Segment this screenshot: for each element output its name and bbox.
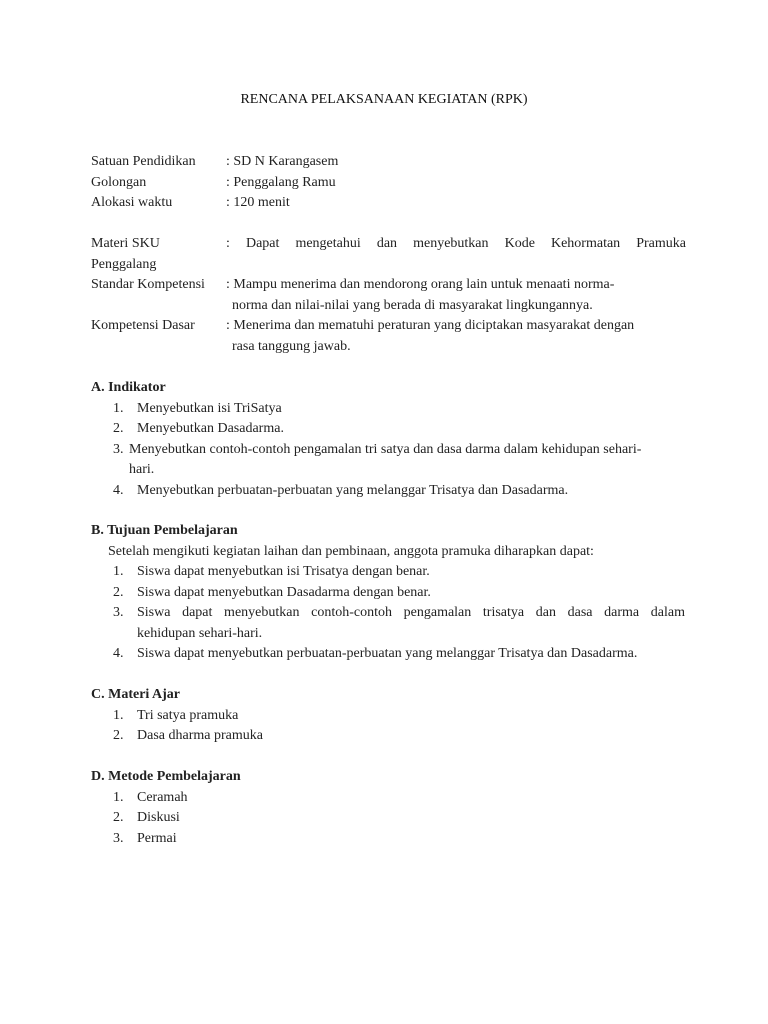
list-item: Dasa dharma pramuka [137, 728, 263, 743]
list-item: Siswa dapat menyebutkan Dasadarma dengan benar. [137, 585, 431, 600]
list-item: Siswa dapat menyebutkan contoh-contoh pengamalan trisatya dan dasa darma dalam [137, 605, 685, 620]
kompetensi-dasar-line2: rasa tanggung jawab. [232, 339, 351, 354]
list-number: 2. [113, 810, 124, 825]
list-number: 1. [113, 708, 124, 723]
section-c-heading: C. Materi Ajar [91, 687, 181, 702]
list-item: Menyebutkan perbuatan-perbuatan yang melanggar Trisatya dan Dasadarma. [137, 483, 569, 498]
list-number: 2. [113, 421, 124, 436]
list-number: 3. [113, 605, 124, 620]
list-item: Permai [137, 831, 177, 846]
kompetensi-dasar-line1: : Menerima dan mematuhi peraturan yang diciptakan masyarakat dengan [226, 318, 635, 333]
list-number: 2. [113, 585, 124, 600]
golongan-value: : Penggalang Ramu [226, 175, 336, 190]
alokasi-waktu-label: Alokasi waktu [91, 195, 173, 210]
list-number: 4. [113, 483, 124, 498]
materi-sku-line2: Penggalang [91, 257, 157, 272]
materi-sku-label: Materi SKU [91, 236, 160, 251]
list-number: 4. [113, 646, 124, 661]
list-number: 3. [113, 442, 124, 457]
list-item-continuation: kehidupan sehari-hari. [137, 626, 263, 641]
list-item: Diskusi [137, 810, 180, 825]
standar-kompetensi-line2: norma dan nilai-nilai yang berada di masyarakat lingkungannya. [232, 298, 593, 313]
list-number: 1. [113, 790, 124, 805]
list-item: Ceramah [137, 790, 188, 805]
section-a-heading: A. Indikator [91, 380, 166, 395]
list-item: Siswa dapat menyebutkan perbuatan-perbuatan yang melanggar Trisatya dan Dasadarma. [137, 646, 638, 661]
list-item: Tri satya pramuka [137, 708, 239, 723]
list-number: 1. [113, 564, 124, 579]
materi-sku-line1: : Dapat mengetahui dan menyebutkan Kode Kehormatan Pramuka [226, 236, 686, 251]
list-item: Menyebutkan Dasadarma. [137, 421, 284, 436]
section-b-heading: B. Tujuan Pembelajaran [91, 523, 238, 538]
list-item: Menyebutkan isi TriSatya [137, 401, 282, 416]
list-number: 3. [113, 831, 124, 846]
document-title: RENCANA PELAKSANAAN KEGIATAN (RPK) [240, 92, 528, 107]
list-number: 2. [113, 728, 124, 743]
section-b-intro: Setelah mengikuti kegiatan laihan dan pembinaan, anggota pramuka diharapkan dapat: [108, 544, 594, 559]
satuan-pendidikan-label: Satuan Pendidikan [91, 154, 196, 169]
list-item-continuation: hari. [129, 462, 155, 477]
list-item: Menyebutkan contoh-contoh pengamalan tri satya dan dasa darma dalam kehidupan sehari- [129, 442, 642, 457]
list-number: 1. [113, 401, 124, 416]
standar-kompetensi-label: Standar Kompetensi [91, 277, 205, 292]
alokasi-waktu-value: : 120 menit [226, 195, 290, 210]
list-item: Siswa dapat menyebutkan isi Trisatya dengan benar. [137, 564, 430, 579]
kompetensi-dasar-label: Kompetensi Dasar [91, 318, 195, 333]
standar-kompetensi-line1: : Mampu menerima dan mendorong orang lain untuk menaati norma- [226, 277, 615, 292]
section-d-heading: D. Metode Pembelajaran [91, 769, 241, 784]
satuan-pendidikan-value: : SD N Karangasem [226, 154, 339, 169]
golongan-label: Golongan [91, 175, 147, 190]
